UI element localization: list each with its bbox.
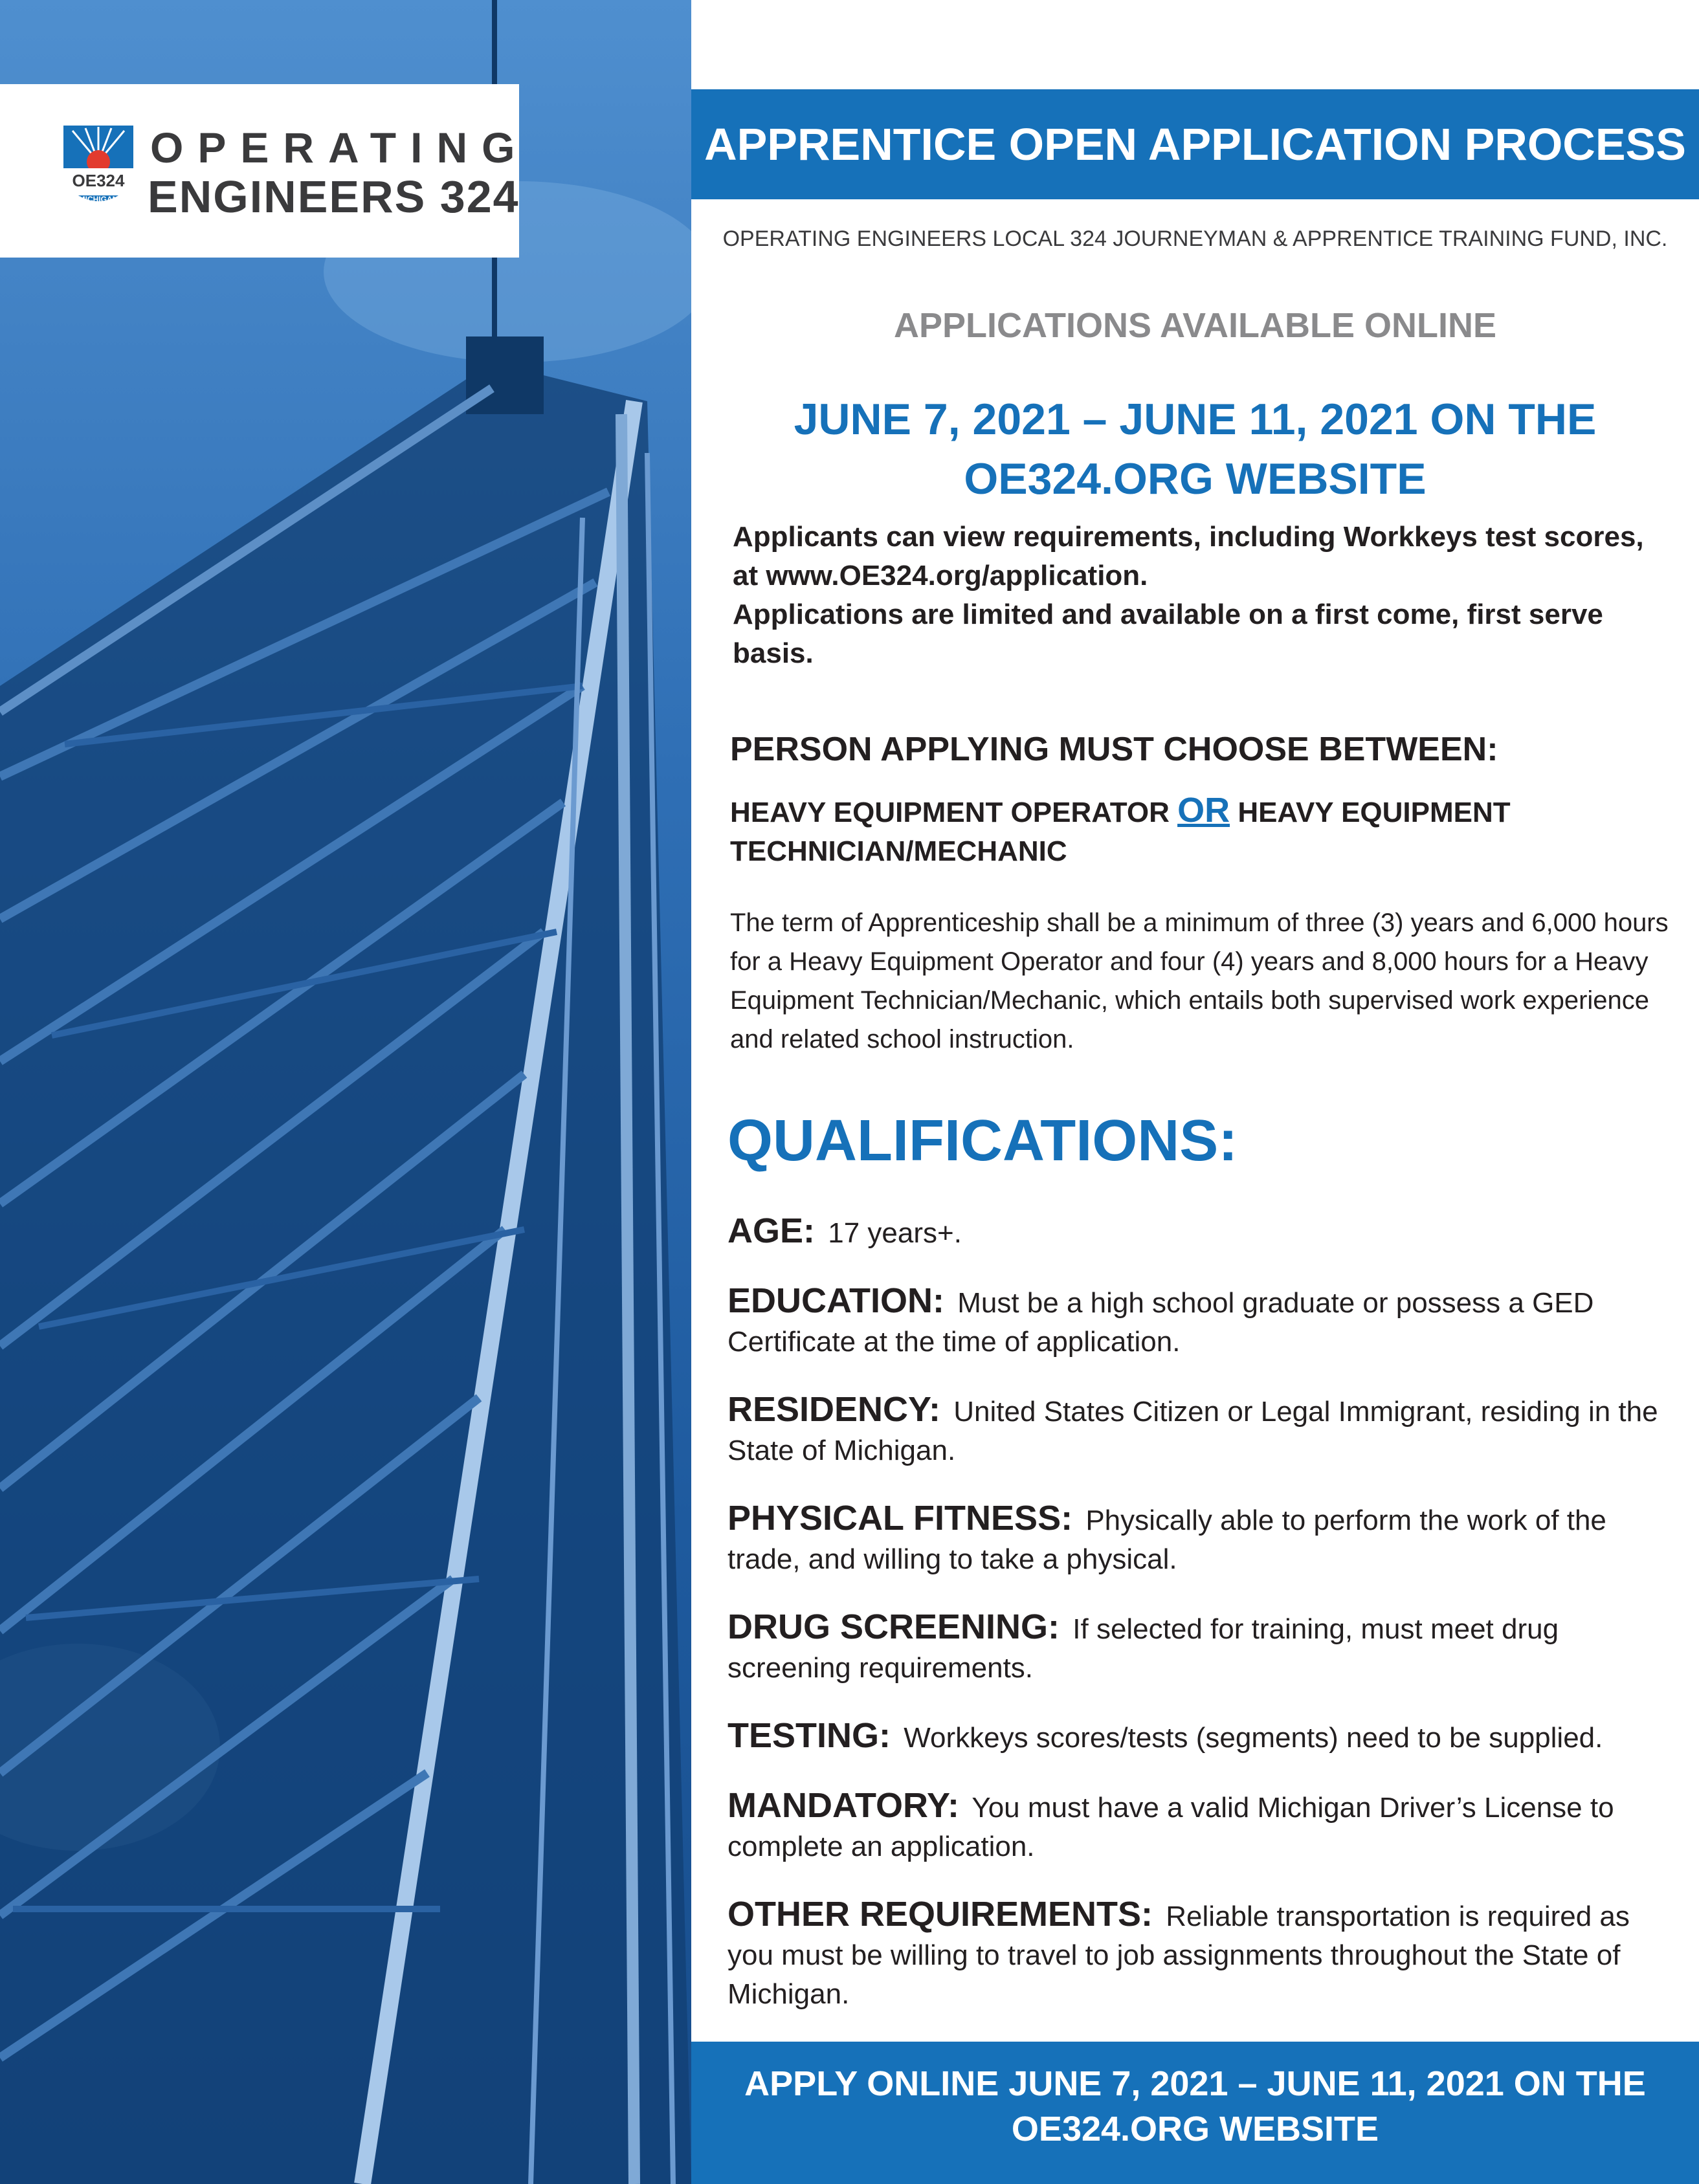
qualification-text: Workkeys scores/tests (segments) need to be supplied. (904, 1722, 1603, 1754)
qualification-text: Must be a high school graduate or possess a GED Certificate at the time of application. (727, 1287, 1594, 1358)
qualification-testing (727, 1716, 1666, 1758)
qualification-label: RESIDENCY: (727, 1390, 941, 1429)
qualification-drug-screening (727, 1607, 1666, 1688)
crane-photo-panel (0, 0, 691, 2184)
dates-line-2: OE324.ORG WEBSITE (964, 454, 1427, 503)
qualification-text: You must have a valid Michigan Driver’s License to complete an application. (727, 1792, 1614, 1862)
qualification-text: 17 years+. (828, 1217, 962, 1249)
page-title: APPRENTICE OPEN APPLICATION PROCESS (704, 119, 1686, 170)
qualification-label: DRUG SCREENING: (727, 1607, 1060, 1646)
qualification-text: United States Citizen or Legal Immigrant, residing in the State of Michigan. (727, 1396, 1658, 1466)
choose-options (730, 791, 1662, 871)
footer-line-2: OE324.ORG WEBSITE (1011, 2110, 1379, 2148)
intro-text (733, 518, 1665, 673)
availability-label: APPLICATIONS AVAILABLE ONLINE (894, 306, 1496, 345)
footer-line-1: APPLY ONLINE JUNE 7, 2021 – JUNE 11, 2021 ON THE (744, 2064, 1646, 2103)
qualification-age (727, 1211, 1666, 1253)
oe324-badge-icon (60, 122, 137, 220)
badge-state: MICHIGAN (78, 195, 118, 204)
qualification-residency (727, 1390, 1666, 1470)
qualifications-list (727, 1211, 1666, 2042)
organization-subtitle: OPERATING ENGINEERS LOCAL 324 JOURNEYMAN & APPRENTICE TRAINING FUND, INC. (722, 226, 1668, 251)
qualification-label: TESTING: (727, 1716, 891, 1755)
availability-dates (691, 390, 1699, 509)
footer-call-to-action (691, 2061, 1699, 2152)
logo-text-engineers: ENGINEERS 324 (148, 171, 520, 222)
choose-heading: PERSON APPLYING MUST CHOOSE BETWEEN: (730, 731, 1498, 768)
crane-tower-illustration (0, 0, 691, 2184)
option-technician: HEAVY EQUIPMENT TECHNICIAN/MECHANIC (730, 797, 1511, 867)
option-operator: HEAVY EQUIPMENT OPERATOR (730, 797, 1170, 828)
intro-paragraph-requirements: Applicants can view requirements, including Workkeys test scores, at www.OE324.org/application. (733, 521, 1644, 591)
qualification-text: If selected for training, must meet drug screening requirements. (727, 1613, 1559, 1684)
qualifications-heading: QUALIFICATIONS: (727, 1109, 1238, 1173)
qualification-mandatory (727, 1786, 1666, 1866)
footer-band (691, 2042, 1699, 2184)
logo-text-operating: OPERATING (150, 124, 529, 171)
intro-paragraph-limited: Applications are limited and available on a first come, first serve basis. (733, 599, 1603, 669)
or-separator: OR (1177, 791, 1230, 830)
apprenticeship-term-text: The term of Apprenticeship shall be a minimum of three (3) years and 6,000 hours for a Heavy Equipment Operator and four (4) years and 8,000 hours for a Heavy Equipment Technician/Mechanic, which entails both supervised work experience and related school instruction. (730, 909, 1669, 1053)
qualification-label: EDUCATION: (727, 1281, 944, 1320)
qualification-text: Physically able to perform the work of the trade, and willing to take a physical. (727, 1505, 1606, 1575)
header-band (691, 89, 1699, 199)
qualification-label: AGE: (727, 1211, 815, 1250)
qualification-other-requirements (727, 1895, 1666, 2014)
qualification-text: Reliable transportation is required as you must be willing to travel to job assignments throughout the State of Michigan. (727, 1901, 1630, 2010)
dates-line-1: JUNE 7, 2021 – JUNE 11, 2021 ON THE (794, 395, 1597, 444)
logo-box (0, 84, 529, 258)
badge-number: OE324 (72, 171, 125, 190)
qualification-label: MANDATORY: (727, 1786, 959, 1825)
qualification-education (727, 1281, 1666, 1362)
qualification-label: PHYSICAL FITNESS: (727, 1499, 1073, 1538)
qualification-label: OTHER REQUIREMENTS: (727, 1895, 1153, 1934)
qualification-physical-fitness (727, 1499, 1666, 1579)
